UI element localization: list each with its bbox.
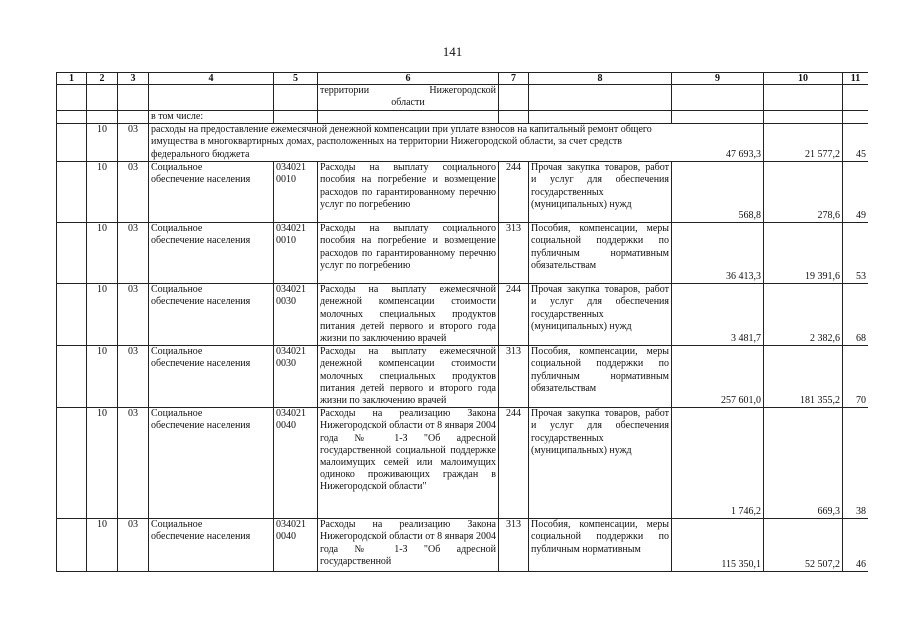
percent-executed: 38 xyxy=(843,408,869,519)
target-code-line: 034021 xyxy=(276,346,306,358)
department-line: обеспечение населения xyxy=(151,420,251,432)
percent-executed: 49 xyxy=(843,162,869,223)
expense-description: Расходы на выплату социального пособия на погребение и возмещение расходов по гарантированному перечню услуг по погребению xyxy=(318,162,499,223)
target-code-line: 0010 xyxy=(276,174,296,186)
section-code: 10 xyxy=(87,284,118,346)
expense-type-code: 313 xyxy=(499,223,529,284)
target-code-line: 034021 xyxy=(276,408,306,420)
percent-executed: 46 xyxy=(843,519,869,572)
label-row xyxy=(57,111,869,124)
department-line: Социальное xyxy=(151,408,203,420)
column-header: 6 xyxy=(318,73,499,85)
subsection-code: 03 xyxy=(118,124,149,162)
continuation-line: области xyxy=(391,97,425,109)
section-code: 10 xyxy=(87,162,118,223)
expense-type-code: 313 xyxy=(499,519,529,572)
expense-description: Расходы на реализацию Закона Нижегородской области от 8 января 2004 года № 1-З "Об адресной государственной социальной поддержке малоимущих семей или малоимущих одиноко проживающих граждан в Нижегородской области" xyxy=(318,408,499,519)
department-name xyxy=(149,519,274,572)
target-code-line: 0030 xyxy=(276,296,296,308)
section-code: 10 xyxy=(87,408,118,519)
amount-approved: 1 746,2 xyxy=(672,408,764,519)
amount-executed: 21 577,2 xyxy=(764,124,843,162)
target-code xyxy=(274,284,318,346)
department-name xyxy=(149,162,274,223)
table-row xyxy=(57,346,869,408)
table-row xyxy=(57,519,869,572)
section-code: 10 xyxy=(87,124,118,162)
target-code-line: 0040 xyxy=(276,420,296,432)
expense-type-name: Прочая закупка товаров, работ и услуг для обеспечения государственных (муниципальных) нужд xyxy=(529,408,672,519)
section-code: 10 xyxy=(87,346,118,408)
percent-executed: 70 xyxy=(843,346,869,408)
subsection-code: 03 xyxy=(118,408,149,519)
subsection-code: 03 xyxy=(118,519,149,572)
expense-type-name: Прочая закупка товаров, работ и услуг для обеспечения государственных (муниципальных) нужд xyxy=(529,162,672,223)
expense-type-code: 244 xyxy=(499,162,529,223)
subsection-code: 03 xyxy=(118,284,149,346)
expense-description: Расходы на реализацию Закона Нижегородской области от 8 января 2004 года № 1-З "Об адресной государственной xyxy=(318,519,499,572)
department-name xyxy=(149,284,274,346)
target-code-line: 034021 xyxy=(276,162,306,174)
expense-description: Расходы на выплату социального пособия на погребение и возмещение расходов по гарантированному перечню услуг по погребению xyxy=(318,223,499,284)
amount-approved: 47 693,3 xyxy=(672,124,764,162)
percent-executed: 68 xyxy=(843,284,869,346)
amount-approved: 115 350,1 xyxy=(672,519,764,572)
expense-description: Расходы на выплату ежемесячной денежной компенсации стоимости молочных специальных продуктов питания детей первого и второго года жизни по заключению врачей xyxy=(318,284,499,346)
amount-approved: 3 481,7 xyxy=(672,284,764,346)
subsection-code: 03 xyxy=(118,346,149,408)
department-line: Социальное xyxy=(151,284,203,296)
expense-type-code: 313 xyxy=(499,346,529,408)
column-number-row xyxy=(57,73,869,85)
target-code xyxy=(274,346,318,408)
column-header: 5 xyxy=(274,73,318,85)
expense-type-code: 244 xyxy=(499,408,529,519)
continuation-row xyxy=(57,85,869,111)
target-code xyxy=(274,408,318,519)
column-header: 7 xyxy=(499,73,529,85)
target-code-line: 034021 xyxy=(276,223,306,235)
target-code xyxy=(274,519,318,572)
amount-executed: 52 507,2 xyxy=(764,519,843,572)
percent-executed: 45 xyxy=(843,124,869,162)
table-row xyxy=(57,408,869,519)
subsection-code: 03 xyxy=(118,223,149,284)
amount-executed: 2 382,6 xyxy=(764,284,843,346)
department-name xyxy=(149,346,274,408)
target-code-line: 034021 xyxy=(276,519,306,531)
column-header: 8 xyxy=(529,73,672,85)
expense-type-name: Прочая закупка товаров, работ и услуг для обеспечения государственных (муниципальных) нужд xyxy=(529,284,672,346)
target-code-line: 034021 xyxy=(276,284,306,296)
column-header: 9 xyxy=(672,73,764,85)
continuation-line: территории Нижегородской xyxy=(320,85,496,96)
in-that-number-label: в том числе: xyxy=(149,111,274,124)
table-row xyxy=(57,162,869,223)
column-header: 2 xyxy=(87,73,118,85)
department-line: обеспечение населения xyxy=(151,296,251,308)
amount-executed: 181 355,2 xyxy=(764,346,843,408)
column-header: 10 xyxy=(764,73,843,85)
department-line: обеспечение населения xyxy=(151,235,251,247)
column-header: 11 xyxy=(843,73,869,85)
budget-table-container xyxy=(56,72,868,575)
department-line: Социальное xyxy=(151,223,203,235)
expense-type-name: Пособия, компенсации, меры социальной поддержки по публичным нормативным обязательствам xyxy=(529,223,672,284)
table-row xyxy=(57,223,869,284)
column-header: 3 xyxy=(118,73,149,85)
section-code: 10 xyxy=(87,223,118,284)
target-code xyxy=(274,223,318,284)
budget-table xyxy=(56,72,868,572)
expense-type-name: Пособия, компенсации, меры социальной поддержки по публичным нормативным обязательствам xyxy=(529,346,672,408)
department-line: Социальное xyxy=(151,346,203,358)
page-number: 141 xyxy=(442,44,463,59)
column-header: 4 xyxy=(149,73,274,85)
amount-executed: 19 391,6 xyxy=(764,223,843,284)
amount-approved: 257 601,0 xyxy=(672,346,764,408)
subtotal-description: расходы на предоставление ежемесячной денежной компенсации при уплате взносов на капитальный ремонт общего имущества в многоквартирных домах, расположенных на территории Нижегородской области, за счет средств федерального бюджета xyxy=(149,124,672,162)
department-line: обеспечение населения xyxy=(151,174,251,186)
percent-executed: 53 xyxy=(843,223,869,284)
subsection-code: 03 xyxy=(118,162,149,223)
column-header: 1 xyxy=(57,73,87,85)
target-code-line: 0010 xyxy=(276,235,296,247)
department-name xyxy=(149,223,274,284)
department-line: Социальное xyxy=(151,162,203,174)
department-name xyxy=(149,408,274,519)
table-row xyxy=(57,284,869,346)
target-code xyxy=(274,162,318,223)
expense-type-name: Пособия, компенсации, меры социальной поддержки по публичным нормативным xyxy=(529,519,672,572)
department-line: обеспечение населения xyxy=(151,531,251,543)
department-line: Социальное xyxy=(151,519,203,531)
amount-approved: 36 413,3 xyxy=(672,223,764,284)
amount-approved: 568,8 xyxy=(672,162,764,223)
expense-type-code: 244 xyxy=(499,284,529,346)
amount-executed: 669,3 xyxy=(764,408,843,519)
target-code-line: 0030 xyxy=(276,358,296,370)
amount-executed: 278,6 xyxy=(764,162,843,223)
section-code: 10 xyxy=(87,519,118,572)
continuation-cell xyxy=(318,85,499,111)
expense-description: Расходы на выплату ежемесячной денежной компенсации стоимости молочных специальных продуктов питания детей первого и второго года жизни по заключению врачей xyxy=(318,346,499,408)
federal-subtotal-row xyxy=(57,124,869,162)
target-code-line: 0040 xyxy=(276,531,296,543)
department-line: обеспечение населения xyxy=(151,358,251,370)
